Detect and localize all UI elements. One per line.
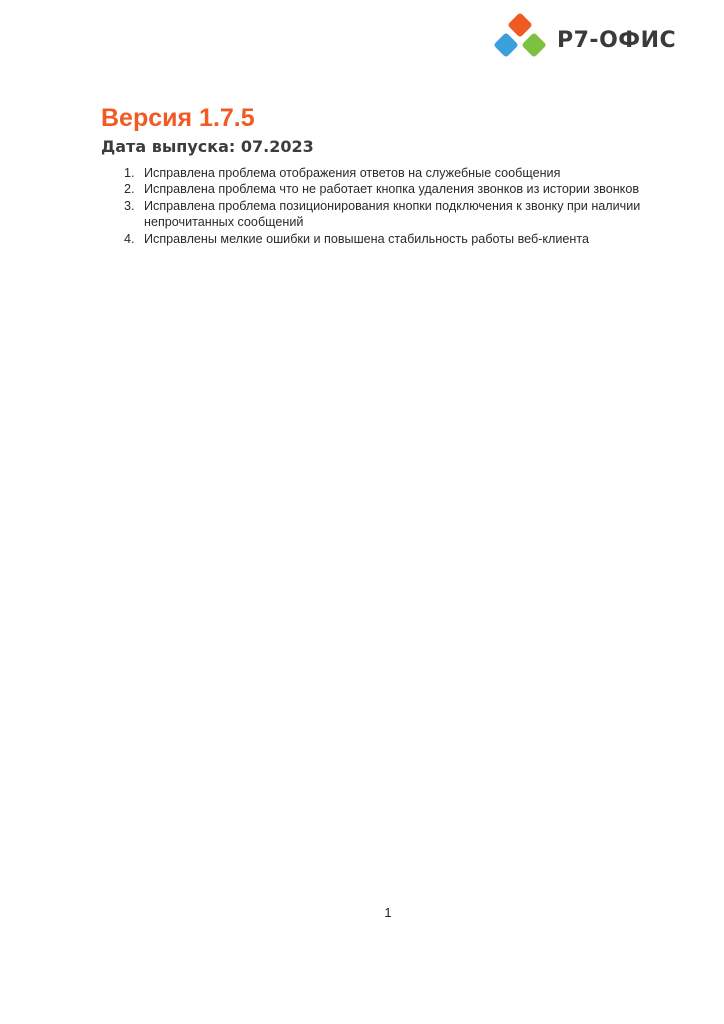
changes-list: [124, 165, 684, 247]
list-item-text: Исправлена проблема отображения ответов на служебные сообщения: [144, 166, 561, 180]
r7-office-diamonds-icon: [489, 12, 553, 68]
list-item-number: 4.: [124, 231, 135, 246]
list-item-number: 1.: [124, 166, 135, 180]
list-item-text: Исправлена проблема позиционирования кнопки подключения к звонку при наличии непрочитанных сообщений: [144, 198, 641, 230]
list-item: [124, 165, 684, 181]
page-number: 1: [384, 905, 392, 920]
list-item: [124, 198, 684, 231]
version-title: Версия 1.7.5: [101, 104, 255, 132]
list-item-text: Исправлены мелкие ошибки и повышена стабильность работы веб-клиента: [144, 231, 590, 246]
logo-text: Р7-ОФИС: [557, 27, 677, 53]
list-item: [124, 231, 684, 247]
list-item-text: Исправлена проблема что не работает кнопка удаления звонков из истории звонков: [144, 182, 640, 197]
list-item-number: 3.: [124, 198, 135, 213]
release-date: Дата выпуска: 07.2023: [101, 137, 314, 156]
list-item: [124, 181, 684, 197]
list-item-number: 2.: [124, 182, 135, 197]
brand-logo: [489, 10, 686, 70]
